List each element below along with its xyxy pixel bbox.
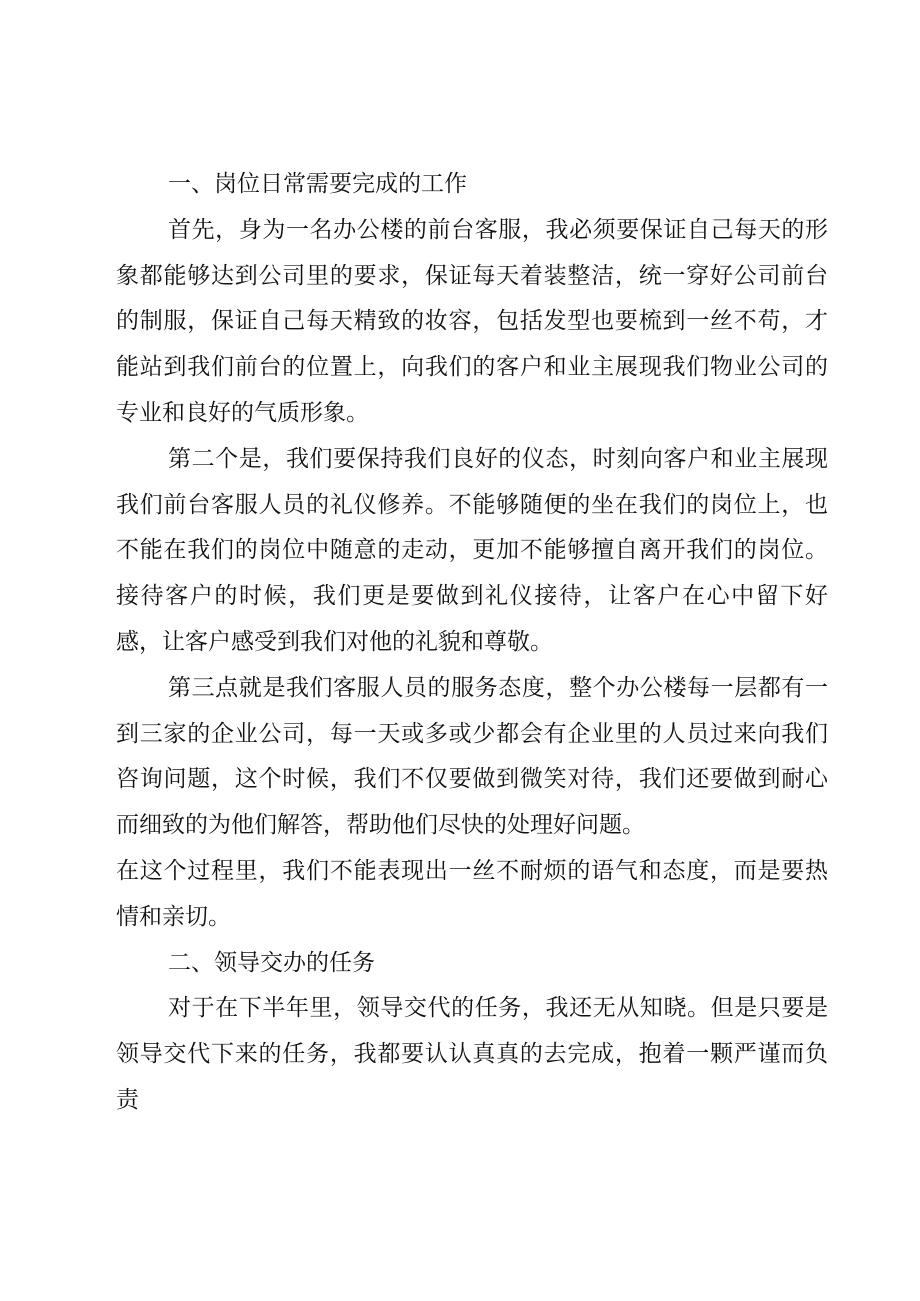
section-heading-2: 二、领导交办的任务: [168, 949, 375, 976]
section-heading-1: 一、岗位日常需要完成的工作: [168, 171, 467, 197]
document-body: [116, 162, 828, 1124]
paragraph-4: 在这个过程里，我们不能表现出一丝不耐烦的语气和态度，而是要热情和亲切。: [116, 857, 828, 930]
paragraph-3: 第三点就是我们客服人员的服务态度，整个办公楼每一层都有一到三家的企业公司，每一天或多或少都会有企业里的人员过来向我们咨询问题，这个时候，我们不仅要做到微笑对待，我们还要做到耐心而细致的为他们解答，帮助他们尽快的处理好问题。: [116, 674, 828, 839]
paragraph-1: 首先，身为一名办公楼的前台客服，我必须要保证自己每天的形象都能够达到公司里的要求，保证每天着装整洁，统一穿好公司前台的制服，保证自己每天精致的妆容，包括发型也要梳到一丝不苟，才能站到我们前台的位置上，向我们的客户和业主展现我们物业公司的专业和良好的气质形象。: [116, 216, 828, 426]
paragraph-5: 对于在下半年里，领导交代的任务，我还无从知晓。但是只要是领导交代下来的任务，我都要认认真真的去完成，抱着一颗严谨而负责: [116, 995, 828, 1113]
paragraph-2: 第二个是，我们要保持我们良好的仪态，时刻向客户和业主展现我们前台客服人员的礼仪修养。不能够随便的坐在我们的岗位上，也不能在我们的岗位中随意的走动，更加不能够擅自离开我们的岗位。接待客户的时候，我们更是要做到礼仪接待，让客户在心中留下好感，让客户感受到我们对他的礼貌和尊敬。: [116, 445, 828, 655]
